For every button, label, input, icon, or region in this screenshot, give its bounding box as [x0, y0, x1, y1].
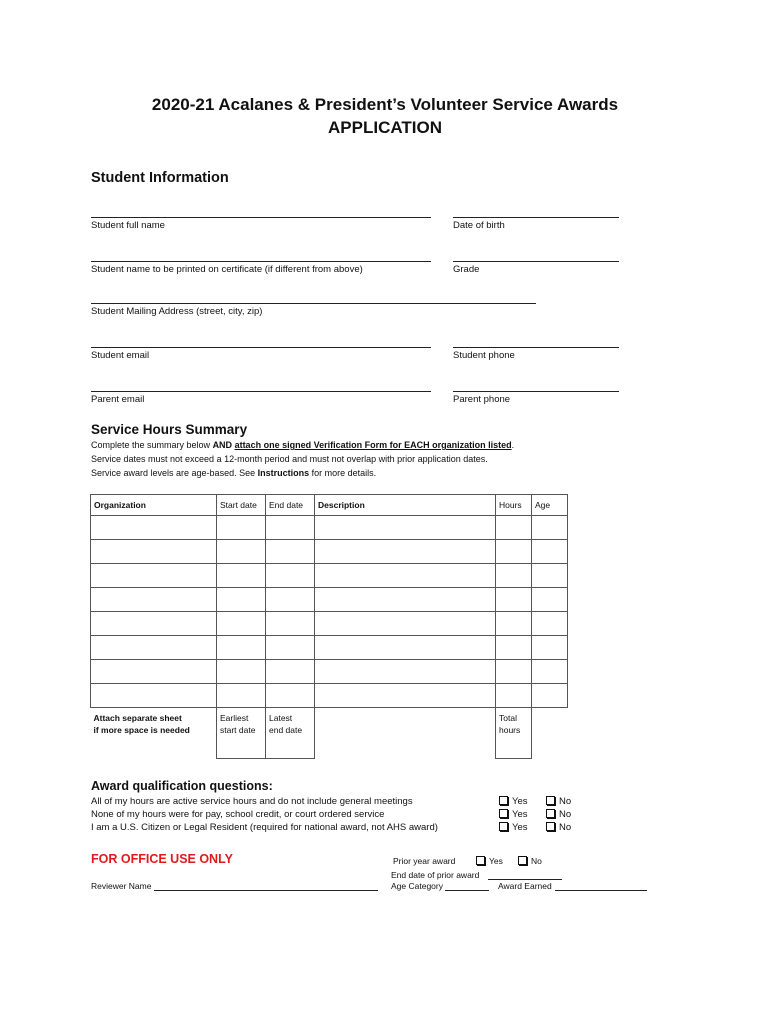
- cert-name-field[interactable]: [91, 261, 431, 262]
- col-hours: Hours: [496, 495, 532, 516]
- parent-phone-field[interactable]: [453, 391, 619, 392]
- checkbox-icon: [499, 822, 508, 831]
- checkbox-icon: [546, 796, 555, 805]
- table-row: [91, 612, 568, 636]
- description-cell[interactable]: [315, 684, 496, 708]
- earliest-start-date-cell[interactable]: Earliest start date: [217, 708, 266, 759]
- table-row: [91, 684, 568, 708]
- organization-cell[interactable]: [91, 660, 217, 684]
- grade-field[interactable]: [453, 261, 619, 262]
- description-cell[interactable]: [315, 564, 496, 588]
- parent-phone-label: Parent phone: [453, 394, 511, 405]
- question-1: All of my hours are active service hours and do not include general meetings: [91, 796, 413, 807]
- latest-end-date-cell[interactable]: Latest end date: [266, 708, 315, 759]
- total-hours-cell[interactable]: Total hours: [496, 708, 532, 759]
- student-info-heading: Student Information: [91, 170, 229, 186]
- checkbox-icon: [499, 796, 508, 805]
- start-date-cell[interactable]: [217, 636, 266, 660]
- age-cell[interactable]: [532, 540, 568, 564]
- address-field[interactable]: [91, 303, 536, 304]
- prior-year-no-checkbox[interactable]: No: [518, 856, 542, 866]
- full-name-field[interactable]: [91, 217, 431, 218]
- cert-name-label: Student name to be printed on certificate (if different from above): [91, 264, 363, 275]
- end-date-prior-label: End date of prior award: [391, 870, 480, 880]
- page-subtitle: APPLICATION: [328, 118, 442, 137]
- col-description: Description: [315, 495, 496, 516]
- description-cell[interactable]: [315, 516, 496, 540]
- student-phone-label: Student phone: [453, 350, 515, 361]
- checkbox-icon: [546, 822, 555, 831]
- reviewer-field[interactable]: [154, 890, 378, 891]
- checkbox-icon: [476, 856, 485, 865]
- end-date-cell[interactable]: [266, 612, 315, 636]
- end-date-cell[interactable]: [266, 540, 315, 564]
- parent-email-field[interactable]: [91, 391, 431, 392]
- description-cell[interactable]: [315, 636, 496, 660]
- grade-label: Grade: [453, 264, 480, 275]
- reviewer-label: Reviewer Name: [91, 881, 152, 891]
- age-cell[interactable]: [532, 636, 568, 660]
- full-name-label: Student full name: [91, 220, 165, 231]
- end-date-cell[interactable]: [266, 684, 315, 708]
- organization-cell[interactable]: [91, 612, 217, 636]
- dob-label: Date of birth: [453, 220, 505, 231]
- award-earned-field[interactable]: [555, 890, 647, 891]
- organization-cell[interactable]: [91, 588, 217, 612]
- organization-cell[interactable]: [91, 540, 217, 564]
- description-cell[interactable]: [315, 660, 496, 684]
- end-date-cell[interactable]: [266, 564, 315, 588]
- page-title: 2020-21 Acalanes & President’s Volunteer Service Awards: [151, 95, 619, 114]
- age-cell[interactable]: [532, 588, 568, 612]
- col-end-date: End date: [266, 495, 315, 516]
- col-age: Age: [532, 495, 568, 516]
- organization-cell[interactable]: [91, 636, 217, 660]
- service-summary-heading: Service Hours Summary: [91, 422, 248, 437]
- instructions-line-1: Complete the summary below AND attach one signed Verification Form for EACH organization listed.: [91, 440, 515, 450]
- start-date-cell[interactable]: [217, 612, 266, 636]
- q3-no-checkbox[interactable]: No: [546, 822, 571, 833]
- office-use-heading: FOR OFFICE USE ONLY: [91, 852, 233, 866]
- award-earned-label: Award Earned: [498, 881, 552, 891]
- q2-no-checkbox[interactable]: No: [546, 809, 571, 820]
- parent-email-label: Parent email: [91, 394, 145, 405]
- age-category-label: Age Category: [391, 881, 443, 891]
- description-cell[interactable]: [315, 588, 496, 612]
- end-date-prior-field[interactable]: [488, 879, 562, 880]
- q2-yes-checkbox[interactable]: Yes: [499, 809, 528, 820]
- student-phone-field[interactable]: [453, 347, 619, 348]
- age-cell[interactable]: [532, 684, 568, 708]
- age-cell[interactable]: [532, 660, 568, 684]
- address-label: Student Mailing Address (street, city, zip): [91, 306, 263, 317]
- q1-no-checkbox[interactable]: No: [546, 796, 571, 807]
- instructions-line-3: Service award levels are age-based. See Instructions for more details.: [91, 468, 377, 478]
- q3-yes-checkbox[interactable]: Yes: [499, 822, 528, 833]
- checkbox-icon: [499, 809, 508, 818]
- organization-cell[interactable]: [91, 564, 217, 588]
- col-organization: Organization: [91, 495, 217, 516]
- end-date-cell[interactable]: [266, 636, 315, 660]
- table-row: [91, 588, 568, 612]
- award-questions-heading: Award qualification questions:: [91, 779, 273, 793]
- table-row: [91, 516, 568, 540]
- col-start-date: Start date: [217, 495, 266, 516]
- start-date-cell[interactable]: [217, 660, 266, 684]
- prior-year-yes-checkbox[interactable]: Yes: [476, 856, 503, 866]
- hours-cell[interactable]: [496, 636, 532, 660]
- q1-yes-checkbox[interactable]: Yes: [499, 796, 528, 807]
- checkbox-icon: [518, 856, 527, 865]
- description-cell[interactable]: [315, 612, 496, 636]
- end-date-cell[interactable]: [266, 588, 315, 612]
- start-date-cell[interactable]: [217, 540, 266, 564]
- prior-year-label: Prior year award: [393, 856, 456, 866]
- student-email-field[interactable]: [91, 347, 431, 348]
- description-cell[interactable]: [315, 540, 496, 564]
- dob-field[interactable]: [453, 217, 619, 218]
- question-3: I am a U.S. Citizen or Legal Resident (required for national award, not AHS award): [91, 822, 438, 833]
- table-row: [91, 636, 568, 660]
- totals-spacer-end: [532, 708, 568, 759]
- hours-cell[interactable]: [496, 564, 532, 588]
- hours-cell[interactable]: [496, 516, 532, 540]
- start-date-cell[interactable]: [217, 684, 266, 708]
- start-date-cell[interactable]: [217, 564, 266, 588]
- age-cell[interactable]: [532, 564, 568, 588]
- age-cell[interactable]: [532, 516, 568, 540]
- start-date-cell[interactable]: [217, 516, 266, 540]
- checkbox-icon: [546, 809, 555, 818]
- student-email-label: Student email: [91, 350, 150, 361]
- hours-cell[interactable]: [496, 660, 532, 684]
- table-row: [91, 540, 568, 564]
- totals-row: [91, 708, 568, 759]
- age-cell[interactable]: [532, 612, 568, 636]
- hours-cell[interactable]: [496, 588, 532, 612]
- totals-spacer: [315, 708, 496, 759]
- question-2: None of my hours were for pay, school credit, or court ordered service: [91, 809, 385, 820]
- organization-cell[interactable]: [91, 684, 217, 708]
- table-header-row: [91, 495, 568, 516]
- hours-cell[interactable]: [496, 612, 532, 636]
- organization-cell[interactable]: [91, 516, 217, 540]
- end-date-cell[interactable]: [266, 516, 315, 540]
- end-date-cell[interactable]: [266, 660, 315, 684]
- start-date-cell[interactable]: [217, 588, 266, 612]
- hours-cell[interactable]: [496, 684, 532, 708]
- table-row: [91, 564, 568, 588]
- hours-cell[interactable]: [496, 540, 532, 564]
- table-row: [91, 660, 568, 684]
- age-category-field[interactable]: [445, 890, 489, 891]
- instructions-line-2: Service dates must not exceed a 12-month period and must not overlap with prior application dates.: [91, 454, 488, 464]
- service-hours-table: [90, 494, 568, 759]
- attach-note: Attach separate sheet if more space is needed: [93, 713, 190, 735]
